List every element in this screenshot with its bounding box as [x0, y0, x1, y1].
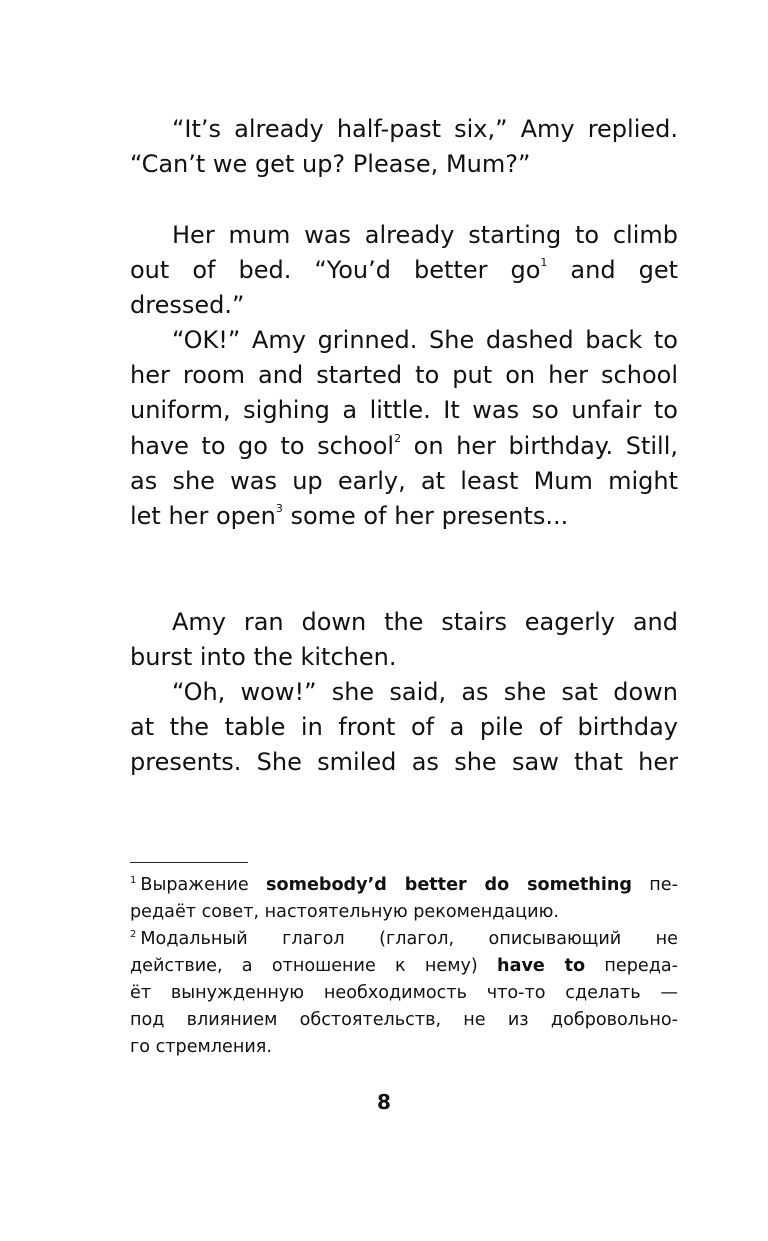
footnote-line: редаёт совет, настоятельную рекомендацию. — [130, 902, 559, 922]
footnote-line: под влиянием обстоятельств, не из добровольно- — [130, 1010, 678, 1030]
text-line: “Can’t we get up? Please, Mum?” — [130, 150, 531, 179]
text-line: dressed.” — [130, 291, 245, 320]
text-line — [130, 253, 678, 288]
text-fragment: переда- — [585, 956, 678, 976]
footnote-1 — [130, 872, 678, 926]
text-line: presents. She smiled as she saw that her — [130, 748, 678, 777]
text-line: Her mum was already starting to climb — [172, 221, 678, 249]
text-line — [130, 429, 678, 464]
paragraph-2 — [130, 218, 678, 324]
paragraph-3 — [130, 323, 678, 534]
footnote-term: somebody’d better do something — [266, 875, 632, 895]
paragraph-4 — [130, 605, 678, 675]
text-line: at the table in front of a pile of birthday — [130, 713, 678, 742]
text-fragment: пе- — [631, 875, 678, 895]
text-line — [130, 499, 678, 534]
footnote-ref-3: 3 — [275, 501, 283, 515]
footnote-2 — [130, 926, 678, 1061]
footnote-separator — [130, 862, 248, 863]
text-line: as she was up early, at least Mum might — [130, 466, 678, 495]
text-fragment: Выражение — [140, 875, 267, 895]
text-fragment: have to go to school — [130, 431, 395, 460]
footnotes — [130, 872, 678, 1061]
footnote-line: го стремления. — [130, 1037, 272, 1057]
text-fragment: on her birthday. Still, — [401, 431, 678, 460]
footnote-line — [130, 953, 678, 980]
page-number: 8 — [377, 1090, 391, 1114]
text-fragment: Модальный глагол (глагол, описывающий не — [140, 929, 678, 949]
footnote-ref-2: 2 — [394, 431, 402, 445]
text-line: Amy ran down the stairs eagerly and — [172, 608, 678, 636]
text-line: “It’s already half-past six,” Amy replied. — [172, 115, 678, 143]
text-fragment: some of her presents... — [282, 501, 569, 530]
footnote-line — [130, 872, 678, 899]
text-fragment: and get — [547, 256, 678, 285]
text-fragment: out of bed. “You’d better go — [130, 256, 541, 285]
paragraph-1 — [130, 112, 678, 182]
text-line: “OK!” Amy grinned. She dashed back to — [172, 326, 678, 354]
footnote-number: 2 — [130, 929, 137, 940]
text-line: “Oh, wow!” she said, as she sat down — [172, 678, 678, 706]
text-line: her room and started to put on her school — [130, 361, 678, 390]
text-fragment: let her open — [130, 501, 276, 530]
footnote-ref-1: 1 — [540, 256, 548, 270]
paragraph-5 — [130, 675, 678, 781]
footnote-number: 1 — [130, 875, 137, 886]
text-fragment: действие, а отношение к нему) — [130, 956, 498, 976]
footnote-line: ёт вынужденную необходимость что-то сделать — — [130, 983, 678, 1003]
text-line: uniform, sighing a little. It was so unfair to — [130, 396, 678, 425]
footnote-line — [130, 926, 678, 953]
text-line: burst into the kitchen. — [130, 643, 397, 672]
footnote-term: have to — [497, 956, 586, 976]
